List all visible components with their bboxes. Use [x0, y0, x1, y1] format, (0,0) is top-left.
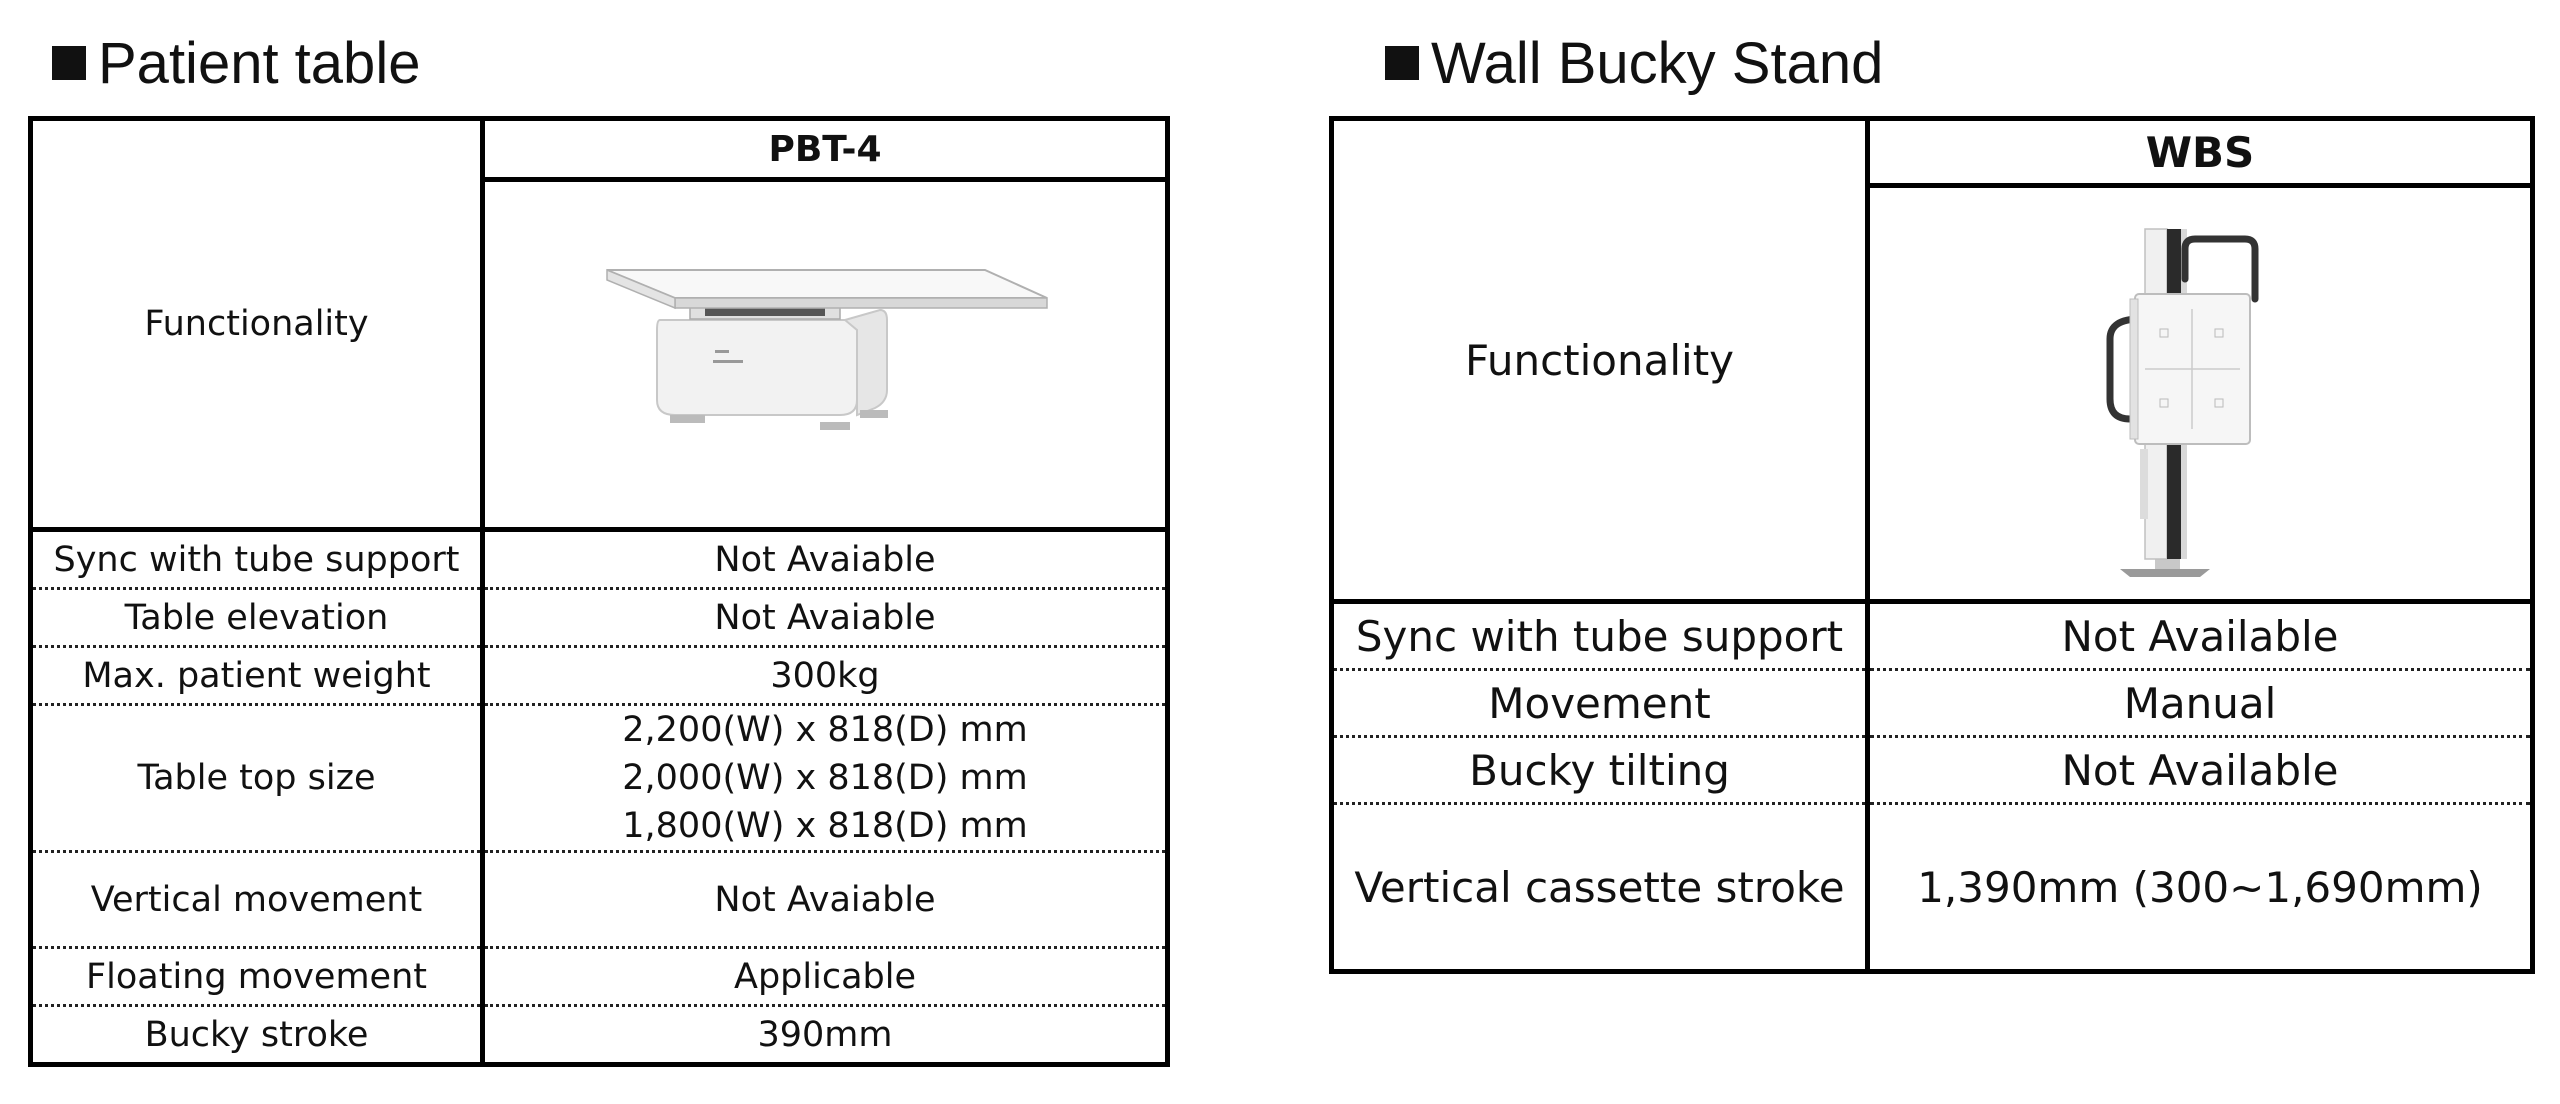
spec-value: Not Available — [1868, 602, 2533, 670]
square-bullet-icon — [52, 46, 86, 80]
spec-value-multiline — [483, 705, 1168, 852]
model-name-pbt4: PBT-4 — [483, 119, 1168, 180]
functionality-label: Functionality — [31, 119, 483, 530]
square-bullet-icon — [1385, 46, 1419, 80]
patient-table-heading-text: Patient table — [98, 30, 421, 96]
patient-table-heading — [52, 24, 420, 102]
spec-label: Sync with tube support — [31, 530, 483, 589]
wall-bucky-heading — [1385, 24, 1883, 102]
product-image-cell — [1868, 186, 2533, 602]
wall-bucky-heading-text: Wall Bucky Stand — [1431, 30, 1884, 96]
spec-label: Vertical movement — [31, 852, 483, 948]
patient-table-icon — [595, 250, 1055, 460]
spec-label: Vertical cassette stroke — [1332, 804, 1868, 972]
spec-label: Max. patient weight — [31, 647, 483, 705]
spec-value: Not Avaiable — [483, 589, 1168, 647]
functionality-label: Functionality — [1332, 119, 1868, 602]
wall-bucky-stand-icon — [2100, 199, 2300, 589]
spec-label: Sync with tube support — [1332, 602, 1868, 670]
spec-label: Table elevation — [31, 589, 483, 647]
table-top-size-option: 1,800(W) x 818(D) mm — [622, 806, 1028, 846]
spec-value: Not Available — [1868, 737, 2533, 804]
spec-label: Table top size — [31, 705, 483, 852]
spec-label: Floating movement — [31, 948, 483, 1006]
spec-value: Manual — [1868, 670, 2533, 737]
table-top-size-option: 2,000(W) x 818(D) mm — [622, 758, 1028, 798]
spec-label: Bucky stroke — [31, 1006, 483, 1065]
spec-value: 390mm — [483, 1006, 1168, 1065]
spec-label: Movement — [1332, 670, 1868, 737]
patient-table-spec-table — [28, 116, 1170, 1067]
table-top-size-option: 2,200(W) x 818(D) mm — [622, 710, 1028, 750]
model-name-wbs: WBS — [1868, 119, 2533, 186]
spec-value: 300kg — [483, 647, 1168, 705]
spec-value: Applicable — [483, 948, 1168, 1006]
spec-value: Not Avaiable — [483, 852, 1168, 948]
spec-label: Bucky tilting — [1332, 737, 1868, 804]
product-image-cell — [483, 180, 1168, 530]
wall-bucky-spec-table — [1329, 116, 2535, 974]
spec-value: 1,390mm (300~1,690mm) — [1868, 804, 2533, 972]
spec-value: Not Avaiable — [483, 530, 1168, 589]
